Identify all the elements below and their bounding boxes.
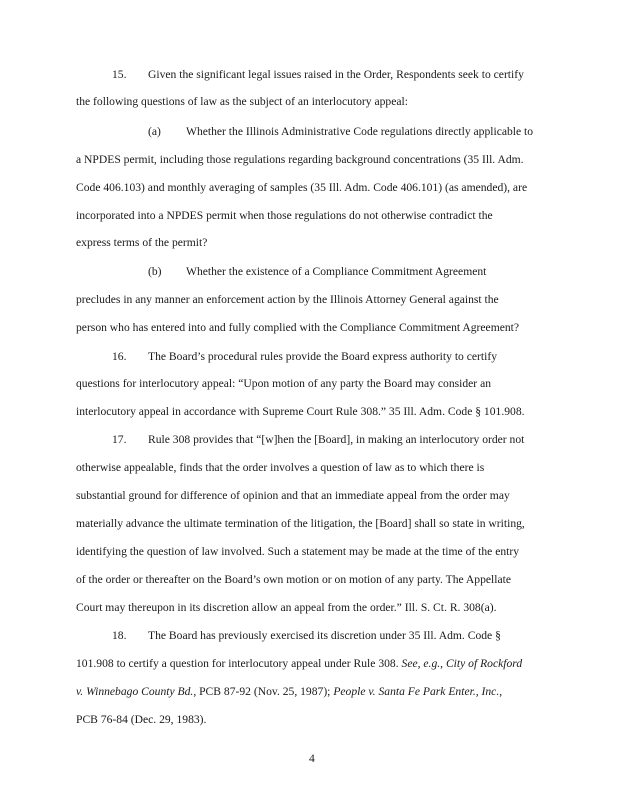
text-line: of the order or thereafter on the Board’s own motion or on motion of any party. The Appellate — [76, 573, 511, 586]
text-run: 101.908 to certify a question for interlocutory appeal under Rule 308. — [76, 657, 399, 670]
text-line: 101.908 to certify a question for interlocutory appeal under Rule 308. See, e.g., City of Rockford — [76, 657, 523, 670]
text-line: otherwise appealable, finds that the order involves a question of law as to which there is — [76, 461, 485, 474]
text-run: , PCB 87-92 (Nov. 25, 1987); — [193, 685, 331, 698]
text-line: incorporated into a NPDES permit when those regulations do not otherwise contradict the — [76, 209, 493, 222]
text-line: questions for interlocutory appeal: “Upon motion of any party the Board may consider an — [76, 377, 492, 390]
paragraph-number: 18. — [112, 629, 127, 642]
text-line: Whether the Illinois Administrative Code regulations directly applicable to — [186, 125, 534, 138]
text-line: Whether the existence of a Compliance Commitment Agreement — [186, 265, 487, 278]
page-number: 4 — [309, 752, 315, 765]
paragraph-number: 15. — [112, 68, 127, 81]
citation-signal: See, e.g. — [401, 657, 441, 670]
paragraph-number: 16. — [112, 350, 127, 363]
text-line: materially advance the ultimate termination of the litigation, the [Board] shall so state in writing, — [76, 517, 525, 530]
subparagraph-label: (b) — [148, 265, 162, 278]
text-line: Given the significant legal issues raised in the Order, Respondents seek to certify — [148, 68, 524, 81]
text-line: person who has entered into and fully complied with the Compliance Commitment Agreement? — [76, 321, 520, 334]
text-line: the following questions of law as the subject of an interlocutory appeal: — [76, 95, 408, 108]
text-line: identifying the question of law involved. Such a statement may be made at the time of the entry — [76, 545, 520, 558]
text-line: a NPDES permit, including those regulations regarding background concentrations (35 Ill. Adm. — [76, 153, 524, 166]
case-name: People v. Santa Fe Park Enter., Inc. — [333, 685, 500, 698]
text-line: Rule 308 provides that “[w]hen the [Board], in making an interlocutory order not — [148, 433, 525, 446]
case-name: v. Winnebago County Bd. — [76, 685, 194, 698]
text-line: The Board has previously exercised its discretion under 35 Ill. Adm. Code § — [148, 629, 501, 642]
text-line: PCB 76-84 (Dec. 29, 1983). — [76, 713, 207, 726]
text-line: precludes in any manner an enforcement action by the Illinois Attorney General against the — [76, 293, 499, 306]
text-line: Court may thereupon in its discretion allow an appeal from the order.” Ill. S. Ct. R. 308(a). — [76, 601, 497, 614]
text-line: The Board’s procedural rules provide the Board express authority to certify — [148, 350, 497, 363]
case-name: City of Rockford — [445, 657, 523, 670]
paragraph-number: 17. — [112, 433, 127, 446]
subparagraph-label: (a) — [148, 125, 161, 138]
text-line: Code 406.103) and monthly averaging of samples (35 Ill. Adm. Code 406.101) (as amended), are — [76, 181, 528, 194]
text-line: substantial ground for difference of opinion and that an immediate appeal from the order may — [76, 489, 510, 502]
text-line: v. Winnebago County Bd., PCB 87-92 (Nov. 25, 1987); People v. Santa Fe Park Enter., Inc., — [76, 685, 503, 698]
text-line: express terms of the permit? — [76, 236, 208, 249]
text-line: interlocutory appeal in accordance with Supreme Court Rule 308.” 35 Ill. Adm. Code § 101.908. — [76, 405, 525, 418]
